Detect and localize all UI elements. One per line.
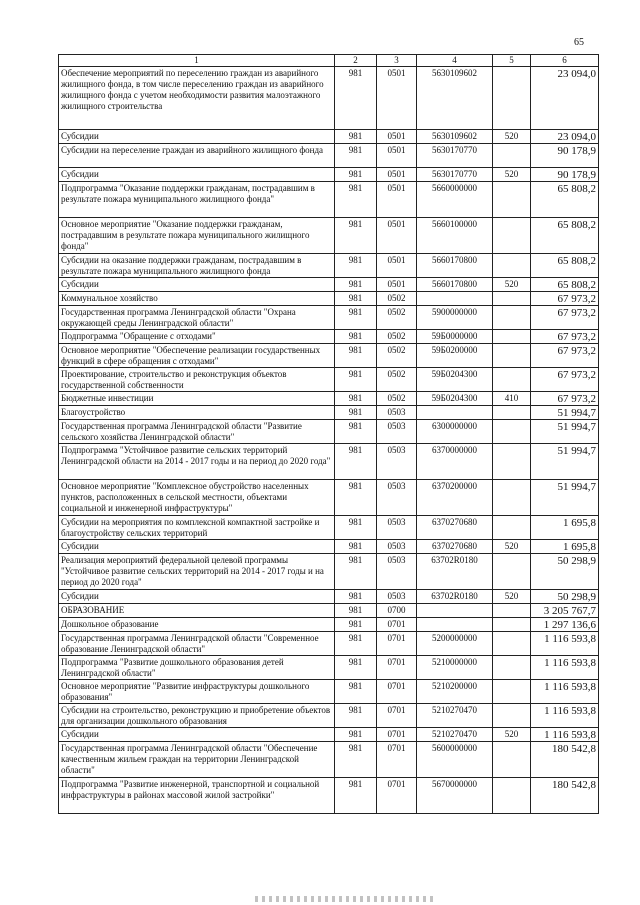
- row-section-cell: 0701: [377, 704, 417, 728]
- row-ministry-cell: 981: [335, 618, 377, 632]
- table-row: [59, 182, 599, 218]
- row-amount-cell: 50 298,9: [531, 554, 599, 590]
- row-amount-cell: 23 094,0: [531, 130, 599, 144]
- row-target-cell: 59Б0204300: [417, 368, 493, 392]
- row-name-cell: Подпрограмма "Обращение с отходами": [59, 330, 335, 344]
- row-amount-cell: 65 808,2: [531, 254, 599, 278]
- row-ministry-cell: 981: [335, 344, 377, 368]
- row-target-cell: 5660100000: [417, 218, 493, 254]
- row-ministry-cell: 981: [335, 368, 377, 392]
- row-target-cell: 5630109602: [417, 67, 493, 130]
- table-row: [59, 704, 599, 728]
- row-amount-cell: 1 116 593,8: [531, 656, 599, 680]
- row-target-cell: 5210000000: [417, 656, 493, 680]
- row-type-cell: 520: [493, 278, 531, 292]
- row-name-cell: Основное мероприятие "Развитие инфраструктуры дошкольного образования": [59, 680, 335, 704]
- row-name-cell: Обеспечение мероприятий по переселению граждан из аварийного жилищного фонда, в том числе переселению граждан из аварийного жилищного фонда с учетом необходимости развития малоэтажного жилищного строительства: [59, 67, 335, 130]
- row-name-cell: Субсидии: [59, 278, 335, 292]
- row-ministry-cell: 981: [335, 778, 377, 814]
- row-section-cell: 0501: [377, 130, 417, 144]
- row-ministry-cell: 981: [335, 168, 377, 182]
- row-type-cell: [493, 292, 531, 306]
- table-header-row: [59, 55, 599, 67]
- row-target-cell: 5600000000: [417, 742, 493, 778]
- row-name-cell: Основное мероприятие "Обеспечение реализации государственных функций в сфере обращения с отходами": [59, 344, 335, 368]
- row-section-cell: 0501: [377, 278, 417, 292]
- row-name-cell: Субсидии: [59, 540, 335, 554]
- row-target-cell: 5660170800: [417, 278, 493, 292]
- row-amount-cell: 51 994,7: [531, 406, 599, 420]
- row-section-cell: 0501: [377, 182, 417, 218]
- row-type-cell: [493, 182, 531, 218]
- header-cell: 3: [377, 55, 417, 67]
- row-target-cell: [417, 618, 493, 632]
- table-row: [59, 604, 599, 618]
- row-name-cell: Субсидии на мероприятия по комплексной компактной застройке и благоустройству сельских территорий: [59, 516, 335, 540]
- row-amount-cell: 1 695,8: [531, 516, 599, 540]
- table-row: [59, 656, 599, 680]
- row-name-cell: Подпрограмма "Развитие инженерной, транспортной и социальной инфраструктуры в районах массовой жилой застройки": [59, 778, 335, 814]
- row-ministry-cell: 981: [335, 254, 377, 278]
- header-cell: 4: [417, 55, 493, 67]
- row-ministry-cell: 981: [335, 632, 377, 656]
- row-section-cell: 0503: [377, 590, 417, 604]
- row-type-cell: [493, 218, 531, 254]
- row-target-cell: 5660000000: [417, 182, 493, 218]
- row-target-cell: 63702R0180: [417, 590, 493, 604]
- row-ministry-cell: 981: [335, 130, 377, 144]
- row-amount-cell: 67 973,2: [531, 368, 599, 392]
- row-amount-cell: 51 994,7: [531, 420, 599, 444]
- row-type-cell: [493, 516, 531, 540]
- row-type-cell: [493, 680, 531, 704]
- row-section-cell: 0502: [377, 392, 417, 406]
- header-cell: 2: [335, 55, 377, 67]
- row-target-cell: 5630170770: [417, 168, 493, 182]
- row-type-cell: [493, 618, 531, 632]
- row-amount-cell: 65 808,2: [531, 278, 599, 292]
- table-row: [59, 254, 599, 278]
- row-amount-cell: 3 205 767,7: [531, 604, 599, 618]
- row-type-cell: [493, 480, 531, 516]
- row-amount-cell: 1 116 593,8: [531, 728, 599, 742]
- row-target-cell: 5660170800: [417, 254, 493, 278]
- row-target-cell: 5210200000: [417, 680, 493, 704]
- page-number: 65: [574, 37, 584, 48]
- row-type-cell: [493, 742, 531, 778]
- row-ministry-cell: 981: [335, 480, 377, 516]
- row-ministry-cell: 981: [335, 420, 377, 444]
- row-type-cell: 520: [493, 130, 531, 144]
- header-cell: 6: [531, 55, 599, 67]
- table-row: [59, 540, 599, 554]
- row-name-cell: Основное мероприятие "Оказание поддержки гражданам, пострадавшим в результате пожара муниципального жилищного фонда": [59, 218, 335, 254]
- row-section-cell: 0503: [377, 444, 417, 480]
- row-target-cell: 5630109602: [417, 130, 493, 144]
- table-body: [59, 55, 599, 814]
- row-section-cell: 0701: [377, 742, 417, 778]
- header-cell: 5: [493, 55, 531, 67]
- row-section-cell: 0701: [377, 680, 417, 704]
- row-section-cell: 0701: [377, 778, 417, 814]
- row-ministry-cell: 981: [335, 604, 377, 618]
- table-row: [59, 420, 599, 444]
- row-section-cell: 0502: [377, 306, 417, 330]
- row-name-cell: Субсидии на оказание поддержки гражданам, пострадавшим в результате пожара муниципального жилищного фонда: [59, 254, 335, 278]
- row-name-cell: Субсидии: [59, 168, 335, 182]
- row-ministry-cell: 981: [335, 516, 377, 540]
- row-amount-cell: 90 178,9: [531, 144, 599, 168]
- row-ministry-cell: 981: [335, 656, 377, 680]
- row-type-cell: [493, 344, 531, 368]
- table-row: [59, 278, 599, 292]
- row-ministry-cell: 981: [335, 554, 377, 590]
- row-section-cell: 0701: [377, 656, 417, 680]
- row-name-cell: Государственная программа Ленинградской области "Обеспечение качественным жильем граждан на территории Ленинградской области": [59, 742, 335, 778]
- table-row: [59, 516, 599, 540]
- row-amount-cell: 180 542,8: [531, 778, 599, 814]
- row-type-cell: [493, 778, 531, 814]
- row-section-cell: 0501: [377, 254, 417, 278]
- row-name-cell: Бюджетные инвестиции: [59, 392, 335, 406]
- table-row: [59, 590, 599, 604]
- row-ministry-cell: 981: [335, 218, 377, 254]
- table-row: [59, 618, 599, 632]
- row-type-cell: [493, 554, 531, 590]
- row-amount-cell: 67 973,2: [531, 392, 599, 406]
- row-amount-cell: 90 178,9: [531, 168, 599, 182]
- row-ministry-cell: 981: [335, 392, 377, 406]
- row-amount-cell: 67 973,2: [531, 292, 599, 306]
- row-amount-cell: 67 973,2: [531, 330, 599, 344]
- row-ministry-cell: 981: [335, 67, 377, 130]
- row-type-cell: [493, 444, 531, 480]
- row-ministry-cell: 981: [335, 742, 377, 778]
- row-name-cell: Коммунальное хозяйство: [59, 292, 335, 306]
- row-type-cell: [493, 420, 531, 444]
- row-ministry-cell: 981: [335, 330, 377, 344]
- row-ministry-cell: 981: [335, 590, 377, 604]
- row-section-cell: 0503: [377, 554, 417, 590]
- row-name-cell: Субсидии на строительство, реконструкцию и приобретение объектов для организации дошкольного образования: [59, 704, 335, 728]
- row-target-cell: 6300000000: [417, 420, 493, 444]
- row-type-cell: [493, 144, 531, 168]
- table-row: [59, 368, 599, 392]
- row-target-cell: 5200000000: [417, 632, 493, 656]
- row-name-cell: Субсидии: [59, 728, 335, 742]
- row-amount-cell: 180 542,8: [531, 742, 599, 778]
- row-name-cell: Подпрограмма "Оказание поддержки гражданам, пострадавшим в результате пожара муниципального жилищного фонда": [59, 182, 335, 218]
- row-section-cell: 0701: [377, 632, 417, 656]
- row-amount-cell: 1 297 136,6: [531, 618, 599, 632]
- row-target-cell: [417, 604, 493, 618]
- row-amount-cell: 67 973,2: [531, 306, 599, 330]
- table-row: [59, 67, 599, 130]
- row-section-cell: 0503: [377, 420, 417, 444]
- table-row: [59, 406, 599, 420]
- row-amount-cell: 1 695,8: [531, 540, 599, 554]
- row-amount-cell: 1 116 593,8: [531, 680, 599, 704]
- row-type-cell: [493, 67, 531, 130]
- row-type-cell: [493, 704, 531, 728]
- row-amount-cell: 1 116 593,8: [531, 704, 599, 728]
- table-row: [59, 728, 599, 742]
- row-amount-cell: 1 116 593,8: [531, 632, 599, 656]
- header-cell: 1: [59, 55, 335, 67]
- row-section-cell: 0502: [377, 292, 417, 306]
- row-name-cell: Субсидии: [59, 590, 335, 604]
- table-row: [59, 480, 599, 516]
- budget-table: [58, 54, 599, 814]
- row-section-cell: 0701: [377, 618, 417, 632]
- row-ministry-cell: 981: [335, 306, 377, 330]
- row-target-cell: 6370200000: [417, 480, 493, 516]
- row-name-cell: Проектирование, строительство и реконструкция объектов государственной собственности: [59, 368, 335, 392]
- table-row: [59, 168, 599, 182]
- row-ministry-cell: 981: [335, 144, 377, 168]
- table-row: [59, 330, 599, 344]
- row-target-cell: [417, 406, 493, 420]
- row-ministry-cell: 981: [335, 540, 377, 554]
- row-target-cell: 5900000000: [417, 306, 493, 330]
- scan-artifact: [255, 896, 435, 902]
- row-target-cell: 5630170770: [417, 144, 493, 168]
- row-amount-cell: 67 973,2: [531, 344, 599, 368]
- row-name-cell: Дошкольное образование: [59, 618, 335, 632]
- row-target-cell: 63702R0180: [417, 554, 493, 590]
- row-section-cell: 0502: [377, 330, 417, 344]
- row-section-cell: 0503: [377, 406, 417, 420]
- row-target-cell: 5210270470: [417, 704, 493, 728]
- row-type-cell: 520: [493, 168, 531, 182]
- row-name-cell: Реализация мероприятий федеральной целевой программы "Устойчивое развитие сельских территорий на 2014 - 2017 годы и на период до 2020 года": [59, 554, 335, 590]
- table-row: [59, 778, 599, 814]
- table-row: [59, 218, 599, 254]
- row-amount-cell: 65 808,2: [531, 218, 599, 254]
- row-ministry-cell: 981: [335, 406, 377, 420]
- row-target-cell: 59Б0000000: [417, 330, 493, 344]
- row-section-cell: 0503: [377, 516, 417, 540]
- row-target-cell: 5670000000: [417, 778, 493, 814]
- row-ministry-cell: 981: [335, 292, 377, 306]
- row-section-cell: 0503: [377, 540, 417, 554]
- row-section-cell: 0501: [377, 144, 417, 168]
- row-section-cell: 0502: [377, 368, 417, 392]
- row-name-cell: Государственная программа Ленинградской области "Развитие сельского хозяйства Ленинградской области": [59, 420, 335, 444]
- row-section-cell: 0701: [377, 728, 417, 742]
- table-row: [59, 632, 599, 656]
- table-row: [59, 144, 599, 168]
- row-section-cell: 0700: [377, 604, 417, 618]
- row-ministry-cell: 981: [335, 278, 377, 292]
- row-ministry-cell: 981: [335, 444, 377, 480]
- row-name-cell: Субсидии: [59, 130, 335, 144]
- table-row: [59, 680, 599, 704]
- row-type-cell: [493, 604, 531, 618]
- table-row: [59, 392, 599, 406]
- row-type-cell: 520: [493, 590, 531, 604]
- row-type-cell: [493, 632, 531, 656]
- row-name-cell: Подпрограмма "Устойчивое развитие сельских территорий Ленинградской области на 2014 - 2017 годы и на период до 2020 года": [59, 444, 335, 480]
- row-target-cell: 5210270470: [417, 728, 493, 742]
- row-name-cell: Основное мероприятие "Комплексное обустройство населенных пунктов, расположенных в сельской местности, объектами социальной и инженерной инфраструктуры": [59, 480, 335, 516]
- row-name-cell: Подпрограмма "Развитие дошкольного образования детей Ленинградской области": [59, 656, 335, 680]
- table-row: [59, 344, 599, 368]
- row-name-cell: Государственная программа Ленинградской области "Современное образование Ленинградской области": [59, 632, 335, 656]
- table-row: [59, 306, 599, 330]
- table-row: [59, 292, 599, 306]
- row-amount-cell: 51 994,7: [531, 480, 599, 516]
- row-target-cell: 59Б0204300: [417, 392, 493, 406]
- row-target-cell: 6370270680: [417, 516, 493, 540]
- row-target-cell: 6370270680: [417, 540, 493, 554]
- row-type-cell: 520: [493, 540, 531, 554]
- row-type-cell: [493, 306, 531, 330]
- row-ministry-cell: 981: [335, 680, 377, 704]
- row-section-cell: 0501: [377, 67, 417, 130]
- row-amount-cell: 51 994,7: [531, 444, 599, 480]
- row-target-cell: 6370000000: [417, 444, 493, 480]
- row-amount-cell: 23 094,0: [531, 67, 599, 130]
- table-row: [59, 444, 599, 480]
- row-type-cell: [493, 406, 531, 420]
- row-name-cell: ОБРАЗОВАНИЕ: [59, 604, 335, 618]
- row-section-cell: 0501: [377, 168, 417, 182]
- row-target-cell: 59Б0200000: [417, 344, 493, 368]
- row-ministry-cell: 981: [335, 182, 377, 218]
- row-type-cell: [493, 656, 531, 680]
- row-type-cell: [493, 254, 531, 278]
- row-section-cell: 0503: [377, 480, 417, 516]
- row-ministry-cell: 981: [335, 728, 377, 742]
- row-type-cell: [493, 368, 531, 392]
- row-section-cell: 0501: [377, 218, 417, 254]
- table-row: [59, 742, 599, 778]
- table-row: [59, 554, 599, 590]
- row-name-cell: Государственная программа Ленинградской области "Охрана окружающей среды Ленинградской области": [59, 306, 335, 330]
- row-ministry-cell: 981: [335, 704, 377, 728]
- row-type-cell: 410: [493, 392, 531, 406]
- row-name-cell: Благоустройство: [59, 406, 335, 420]
- row-type-cell: 520: [493, 728, 531, 742]
- row-amount-cell: 65 808,2: [531, 182, 599, 218]
- row-type-cell: [493, 330, 531, 344]
- row-section-cell: 0502: [377, 344, 417, 368]
- row-target-cell: [417, 292, 493, 306]
- row-name-cell: Субсидии на переселение граждан из аварийного жилищного фонда: [59, 144, 335, 168]
- row-amount-cell: 50 298,9: [531, 590, 599, 604]
- table-row: [59, 130, 599, 144]
